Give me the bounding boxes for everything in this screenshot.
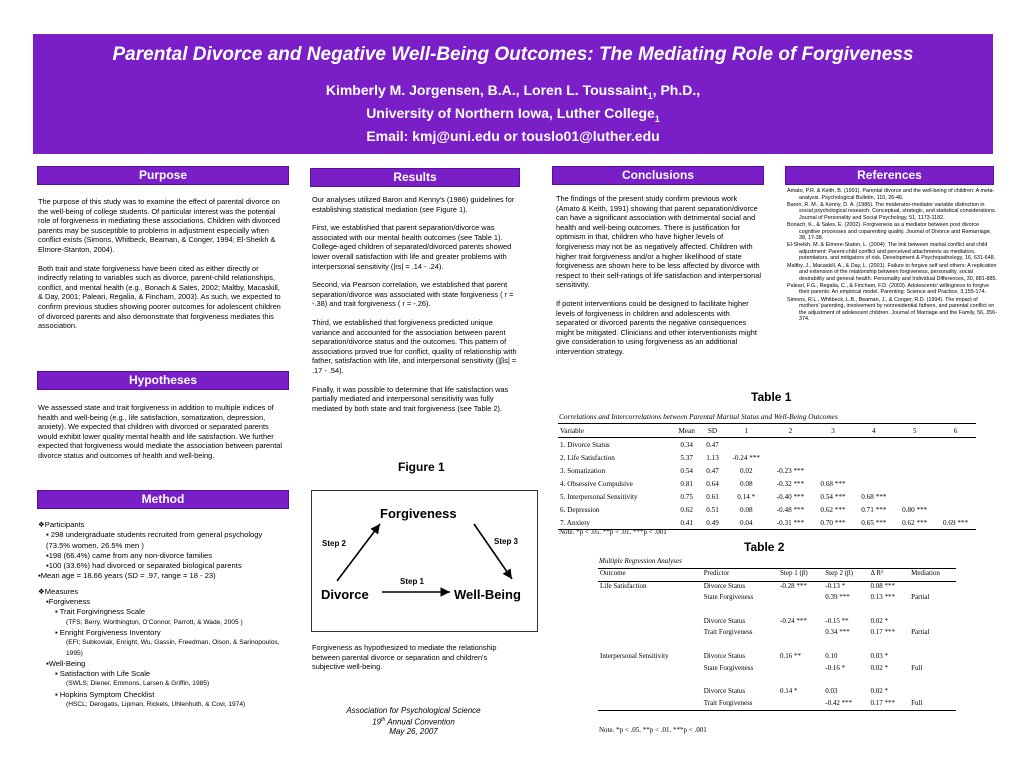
table-cell: Life Satisfaction — [600, 581, 647, 590]
table-cell: -0.31 *** — [768, 516, 812, 530]
figure1-caption: Forgiveness as hypothesized to mediate the relationship between parental divorce or separation and children's subjective well-being. — [312, 643, 497, 672]
edition-number: 19 — [372, 717, 382, 727]
table-cell: -0.48 *** — [776, 505, 805, 514]
table-cell — [702, 640, 778, 652]
conclusions-paragraph: The findings of the present study confirm previous work (Amato & Keith, 1991) showing that parent separation/divorce can have a significant association with detrimental social and health and well-being outcomes. There is justification for optimism in that, children who have higher levels of forgiveness may not be as negatively affected. Children with higher trait forgiveness and/or a higher likelihood of state forgiveness are shown here to be less affected by divorce with respect to their self-ratings of life satisfaction and interpersonal sensitivity. — [556, 194, 761, 290]
table-cell: 0.14 * — [780, 686, 798, 695]
table-row — [558, 464, 976, 477]
table-cell: 0.47 — [706, 466, 719, 475]
table-row — [598, 605, 956, 617]
table-cell: -0.32 *** — [776, 479, 805, 488]
table-cell: 0.54 *** — [820, 492, 846, 501]
table-cell — [909, 617, 956, 629]
table-cell — [598, 593, 702, 605]
table-cell: 0.65 *** — [853, 516, 894, 530]
table-header-cell: SD — [701, 424, 724, 438]
results-paragraph: Third, we established that forgiveness predicted unique variance and accounted for the association between parent separation/divorce status and the outcomes. This pattern of associations proved true for conflict, quality of relationship with father, satisfaction with life, and interpersonal sensitivity (|βs| = .17 - .54). — [312, 317, 517, 375]
table-cell: 0.02 * — [870, 663, 888, 672]
table-row — [558, 477, 976, 490]
table-cell: 0.02 * — [870, 686, 888, 695]
table-cell: 0.08 — [739, 505, 753, 514]
table-cell: 3. Somatization — [560, 466, 606, 475]
table-cell — [853, 451, 894, 464]
table-cell: 0.61 — [706, 492, 719, 501]
table-cell: Divorce Status — [703, 651, 746, 660]
table-cell — [853, 438, 894, 452]
method-item: ▪198 (66.4%) came from any non-divorce families — [46, 550, 213, 560]
table-cell: 0.16 ** — [780, 651, 802, 660]
table-cell: -0.24 *** — [780, 616, 807, 625]
table-cell: -0.13 * — [825, 581, 846, 590]
table-row — [598, 617, 956, 629]
authors-degree: , Ph.D., — [652, 82, 701, 98]
table-header-cell: Variable — [558, 424, 672, 438]
table-cell — [894, 451, 935, 464]
table-cell — [598, 617, 702, 629]
table-cell: 0.75 — [680, 492, 693, 501]
table2 — [598, 568, 956, 711]
method-item: ▪ Trait Forgivingness Scale — [55, 607, 146, 617]
convention-edition — [311, 716, 516, 727]
table-cell: 0.62 *** — [820, 505, 846, 514]
table-cell — [778, 675, 823, 687]
step1-label: Step 1 — [400, 577, 425, 586]
table-cell — [813, 438, 854, 452]
table-cell: -0.23 *** — [776, 466, 805, 475]
table-cell: Trait Forgiveness — [703, 628, 753, 637]
hypotheses-heading: Hypotheses — [37, 371, 289, 390]
table-row — [598, 652, 956, 664]
table-cell: Full — [909, 699, 956, 711]
table-cell: 0.62 — [680, 505, 693, 514]
table-cell — [724, 438, 768, 452]
table-cell: Divorce Status — [703, 616, 746, 625]
method-participants: ❖Participants — [38, 520, 85, 529]
purpose-body — [38, 197, 286, 340]
method-item: ▪Mean age = 18.66 years (SD = .97, range = 18 - 23) — [38, 571, 216, 581]
conclusions-paragraph: If potent interventions could be designed to facilitate higher levels of forgiveness in children and adolescents with separated or divorced parents the negative consequences might be mitigated. Clinicians and other interventionists might give consideration to using forgiveness as an additional intervention strategy. — [556, 298, 757, 356]
table-cell: 0.54 — [680, 466, 693, 475]
table-cell — [909, 640, 956, 652]
step3-label: Step 3 — [494, 537, 519, 546]
table-header-cell: Predictor — [702, 569, 778, 582]
affiliation-text: University of Northern Iowa, Luther College — [366, 104, 655, 121]
table-cell — [768, 438, 812, 452]
table1 — [558, 423, 976, 530]
results-paragraph: Finally, it was possible to determine that life satisfaction was partially mediated and interpersonal sensitivity was fully mediated by both state and trait forgiveness (see Table 2). — [312, 384, 509, 413]
reference-item: El-Sheikh, M. & Elmore-Staton, L. (2004). The link between marital conflict and child adjustment: Parent-child conflict and perceived attachments as mediators, potentiators, and mitigators of risk. Development & Psychopathology, 16, 631-648. — [787, 242, 996, 262]
table-header-cell: 6 — [935, 424, 976, 438]
table-cell — [813, 464, 854, 477]
table-cell: 0.68 *** — [861, 492, 887, 501]
conclusions-heading: Conclusions — [552, 166, 764, 185]
table-cell: -0.28 *** — [780, 581, 807, 590]
table-cell: 2. Life Satisfaction — [560, 453, 615, 462]
table-cell: 0.71 *** — [861, 505, 887, 514]
hypotheses-body — [38, 403, 286, 470]
table-row — [598, 664, 956, 676]
table-cell — [598, 699, 702, 711]
table-cell: 0.34 — [680, 440, 693, 449]
table-cell — [935, 464, 976, 477]
table1-caption: Correlations and Intercorrelations between Parental Marital Status and Well-Being Outcomes — [559, 412, 838, 421]
table-cell: State Forgiveness — [703, 593, 754, 602]
figure1-diagram — [311, 490, 538, 632]
table-cell — [778, 640, 823, 652]
table-cell: 0.39 *** — [825, 593, 850, 602]
purpose-heading: Purpose — [37, 166, 289, 185]
table-header-cell: 5 — [894, 424, 935, 438]
step3-arrow — [474, 524, 512, 579]
method-item: ▪ Hopkins Symptom Checklist — [55, 689, 155, 699]
table-cell — [813, 451, 854, 464]
table-header-cell: Δ R² — [868, 569, 909, 582]
table-cell: Partial — [911, 593, 930, 602]
table-cell — [935, 503, 976, 516]
results-body — [312, 195, 520, 422]
method-heading: Method — [37, 490, 289, 509]
step2-arrow — [337, 524, 380, 581]
table-cell — [598, 675, 702, 687]
table-cell — [935, 438, 976, 452]
table-cell — [702, 675, 778, 687]
table-cell — [778, 664, 823, 676]
method-item: ▪Forgiveness — [46, 597, 91, 607]
conclusions-body — [556, 194, 762, 366]
table-cell — [823, 675, 868, 687]
table-cell — [894, 438, 935, 452]
table-cell: 4. Obsessive Compulsive — [560, 479, 633, 488]
table-cell: Interpersonal Sensitivity — [600, 651, 669, 660]
table-cell: 0.68 *** — [820, 479, 846, 488]
table1-title: Table 1 — [751, 390, 792, 404]
results-paragraph: Our analyses utilized Baron and Kenny's (1986) guidelines for establishing statistical mediation (see Figure 1). — [312, 195, 515, 214]
reference-item: Bonach, K., & Sales, E. (2002). Forgiveness as a mediator between post divorce cognitive processes and coparenting quality. Journal of Divorce and Remarriage, 38, 17-38. — [787, 221, 992, 242]
method-citation: (SWLS; Diener, Emmons, Larsen & Griffin, 1985) — [66, 680, 210, 688]
results-paragraph: Second, via Pearson correlation, we established that parent separation/divorce was associated with state forgiveness ( r = -.38) and trait forgiveness ( r = -.26). — [312, 280, 514, 309]
edition-suffix: th — [381, 716, 386, 723]
table-header-cell: 1 — [724, 424, 768, 438]
table-cell: 5.37 — [680, 453, 693, 462]
table-cell: 0.02 * — [870, 616, 888, 625]
method-citation: (HSCL; Derogatis, Lipman, Rickels, Uhlenhuth, & Covi, 1974) — [66, 701, 246, 709]
table-header-cell: Mediation — [909, 569, 956, 582]
email-text: Email: kmj@uni.edu or touslo01@luther.edu — [366, 127, 660, 144]
wellbeing-node: Well-Being — [454, 587, 521, 602]
table-cell: 0.04 — [724, 516, 768, 530]
method-item: ▪ 298 undergraduate students recruited from general psychology (73.5% women, 26.5% men ) — [46, 530, 263, 550]
method-citation: (EFI; Subkoviak, Enright, Wu, Gassin, Freedman, Olson, & Sarinopoulos, 1995) — [66, 639, 280, 657]
results-paragraph: First, we established that parent separation/divorce was associated with our mental health outcomes (see Table 1). College-aged children of separated/divorced parents showed lower overall satisfaction with life and greater problems with interpersonal sensitivity (|rs| = .14 - .24). — [312, 223, 512, 271]
table-cell: -0.15 ** — [825, 616, 849, 625]
table-cell — [894, 490, 935, 503]
table-cell: 0.69 *** — [935, 516, 976, 530]
table-cell: 0.10 — [825, 651, 838, 660]
table-row — [558, 490, 976, 503]
method-item: ▪ Satisfaction with Life Scale — [55, 669, 151, 679]
table-cell: 0.64 — [706, 479, 719, 488]
table-cell: 0.81 — [680, 479, 693, 488]
method-item: ▪Well-Being — [46, 658, 86, 668]
table-header-cell: Step 1 (β) — [778, 569, 823, 582]
table-cell: 7. Anxiety — [558, 516, 672, 530]
table-cell: Full — [911, 663, 923, 672]
table-row — [558, 503, 976, 516]
table-cell: 0.47 — [706, 440, 719, 449]
table-header-cell: Outcome — [598, 569, 702, 582]
table2-note: Note. *p < .05. **p < .01. ***p < .001 — [599, 726, 707, 734]
reference-item: Amato, P.R. & Keith, B. (1991). Parental divorce and the well-being of children: A meta-analysis. Psychological Bulletin, 110, 26-46. — [787, 188, 995, 201]
table-cell — [868, 675, 909, 687]
table-row — [598, 628, 956, 640]
poster-header — [33, 34, 993, 154]
convention-note — [311, 706, 516, 736]
table-header-cell: 4 — [853, 424, 894, 438]
hypotheses-paragraph: We assessed state and trait forgiveness in addition to multiple indices of health and well-being (e.g., life satisfaction, somatization, depression, anxiety). We expected that children with divorced or separated parents would exhibit lower quality mental health and life satisfaction. We further expected that forgiveness would mediate the association between parental divorce status and outcomes of health and well-being. — [38, 403, 283, 460]
purpose-paragraph: Both trait and state forgiveness have been cited as either directly or indirectly relating to variables such as divorce, parent-child relationships, conflict, and mental health (e.g., Bonach & Sales, 2002; Maltby, Macaskill, & Day, 2001; Paleari, Regalia, & Fincham, 2003). As such, we expected to confirm previous studies showing poorer outcomes for adolescent children of divorced parents and also demonstrate that forgiveness mediates this association. — [38, 263, 281, 331]
table-row — [598, 593, 956, 605]
table-cell: -0.16 * — [825, 663, 846, 672]
table-cell — [909, 652, 956, 664]
table-cell — [853, 464, 894, 477]
table-cell: 0.14 * — [737, 492, 756, 501]
table-cell — [894, 477, 935, 490]
table-cell: 0.62 *** — [894, 516, 935, 530]
table-cell: 1.13 — [706, 453, 719, 462]
edition-text: Annual Convention — [385, 717, 455, 727]
table-cell — [909, 687, 956, 699]
table-cell: 6. Depression — [560, 505, 600, 514]
table-cell: -0.40 *** — [776, 492, 805, 501]
table-row — [598, 640, 956, 652]
table-cell — [778, 628, 823, 640]
references-heading: References — [785, 166, 994, 185]
table-header-cell: Mean — [672, 424, 701, 438]
method-citation: (TFS; Berry, Worthington, O'Connor, Parrott, & Wade, 2005 ) — [66, 618, 243, 626]
table-row — [558, 451, 976, 464]
table-cell: 0.17 *** — [870, 628, 895, 637]
table-cell — [935, 477, 976, 490]
table-row — [598, 687, 956, 699]
table-cell: 0.02 — [739, 466, 753, 475]
references-list — [787, 188, 997, 323]
poster-title: Parental Divorce and Negative Well-Being Outcomes: The Mediating Role of Forgiveness — [112, 44, 914, 65]
figure1-title: Figure 1 — [398, 460, 445, 474]
table-cell: 0.49 — [701, 516, 724, 530]
table-cell: 0.41 — [672, 516, 701, 530]
method-item: ▪100 (33.6%) had divorced or separated biological parents — [46, 561, 242, 571]
table-cell: 0.03 * — [870, 651, 888, 660]
table-cell — [598, 605, 702, 617]
table-cell — [598, 687, 702, 699]
table-cell — [598, 640, 702, 652]
table-cell: 0.08 *** — [870, 581, 895, 590]
convention-name: Association for Psychological Science — [346, 706, 481, 715]
table-header-cell: 2 — [768, 424, 812, 438]
table-cell: Divorce Status — [703, 581, 746, 590]
reference-item: Simons, R.L., Whitbeck, L.B., Beaman, J., & Conger, R.D. (1994). The impact of mothers' parenting, involvement by nonresidential fathers, and parental conflict on the adjustment of adolescent children. Journal of Marriage and the Family, 56, 356-374. — [787, 296, 997, 323]
table-cell — [823, 640, 868, 652]
table-row — [598, 699, 956, 711]
authors-sub: 1 — [647, 90, 653, 101]
results-heading: Results — [310, 168, 520, 187]
table-cell: Partial — [911, 628, 930, 637]
purpose-paragraph: The purpose of this study was to examine the effect of parental divorce on the well-being of college students. Of particular interest was the potential role of forgiveness in mediating these associations. Children with divorced parents may be susceptible to problems in adjustment especially when conflict exists (Simons, Whitbeck, Beaman, & Conger, 1994; El-Sheikh & Elmore-Stanton, 2004). — [38, 197, 280, 254]
table-cell — [935, 451, 976, 464]
forgiveness-node: Forgiveness — [380, 506, 457, 521]
table2-caption: Multiple Regression Analyses — [599, 557, 682, 565]
table-cell: 0.08 — [739, 479, 753, 488]
table-cell — [768, 451, 812, 464]
table-cell: 0.13 *** — [870, 593, 895, 602]
authors-text: Kimberly M. Jorgensen, B.A., Loren L. Toussaint — [325, 82, 648, 98]
step2-label: Step 2 — [322, 539, 347, 548]
table-cell — [935, 490, 976, 503]
table-cell: 0.03 — [825, 686, 838, 695]
table-cell: 1. Divorce Status — [560, 440, 610, 449]
table-cell — [868, 640, 909, 652]
table-cell: Divorce Status — [703, 686, 746, 695]
table-cell: 0.34 *** — [825, 628, 850, 637]
table-row — [598, 581, 956, 593]
table-cell — [909, 605, 956, 617]
table-cell: 5. Interpersonal Sensitivity — [560, 492, 638, 501]
table-cell — [778, 699, 823, 711]
method-body — [38, 520, 288, 710]
table-cell: 0.80 *** — [902, 505, 928, 514]
affiliation-sub: 1 — [654, 113, 660, 124]
table-cell: -0.42 *** — [823, 699, 868, 711]
table-cell — [702, 605, 778, 617]
table-cell: 0.51 — [706, 505, 719, 514]
table-cell: Trait Forgiveness — [702, 699, 778, 711]
table-cell — [868, 605, 909, 617]
table-header-cell: Step 2 (β) — [823, 569, 868, 582]
method-item: ▪ Enright Forgiveness Inventory — [55, 627, 161, 637]
table-cell: -0.24 *** — [732, 453, 761, 462]
table-row — [598, 675, 956, 687]
table-cell — [853, 477, 894, 490]
method-measures: ❖Measures — [38, 586, 79, 596]
table-cell: State Forgiveness — [703, 663, 754, 672]
poster-authors — [33, 82, 993, 145]
table-cell — [778, 593, 823, 605]
reference-item: Maltby, J., Macaskill, A., & Day, L. (2001). Failure to forgive self and others: A replication and extension of the relationship between forgiveness, personality, social desirability and general health. Personality and Individual Differences, 30, 881-885. — [787, 262, 997, 282]
reference-item: Paleari, F.G., Regalia, C., & Fincham, F.D. (2003). Adolescents' willingness to forgive their parents: An empirical model. Parenting: Science and Practice, 3,155-174. — [787, 282, 990, 296]
divorce-node: Divorce — [321, 587, 369, 602]
table-cell — [598, 628, 702, 640]
convention-date: May 26, 2007 — [389, 726, 438, 736]
table-cell — [823, 605, 868, 617]
table-row — [558, 438, 976, 452]
table2-title: Table 2 — [744, 540, 785, 554]
table-cell — [909, 675, 956, 687]
reference-item: Baron, R. M., & Kenny, D. A. (1986). The moderator-mediator variable distinction in social psychological research: Conceptual, strategic, and statistical considerations. Journal of Personality and Social Psychology, 51, 1173-1182. — [787, 201, 997, 221]
table-cell — [778, 605, 823, 617]
table-cell — [909, 581, 956, 593]
table-cell — [894, 464, 935, 477]
table-cell: 0.17 *** — [868, 699, 909, 711]
table-header-cell: 3 — [813, 424, 854, 438]
table-cell: 0.70 *** — [813, 516, 854, 530]
table-cell — [598, 664, 702, 676]
table1-note: Note. *p < .05. **p < .01. ***p < .001 — [559, 528, 667, 536]
